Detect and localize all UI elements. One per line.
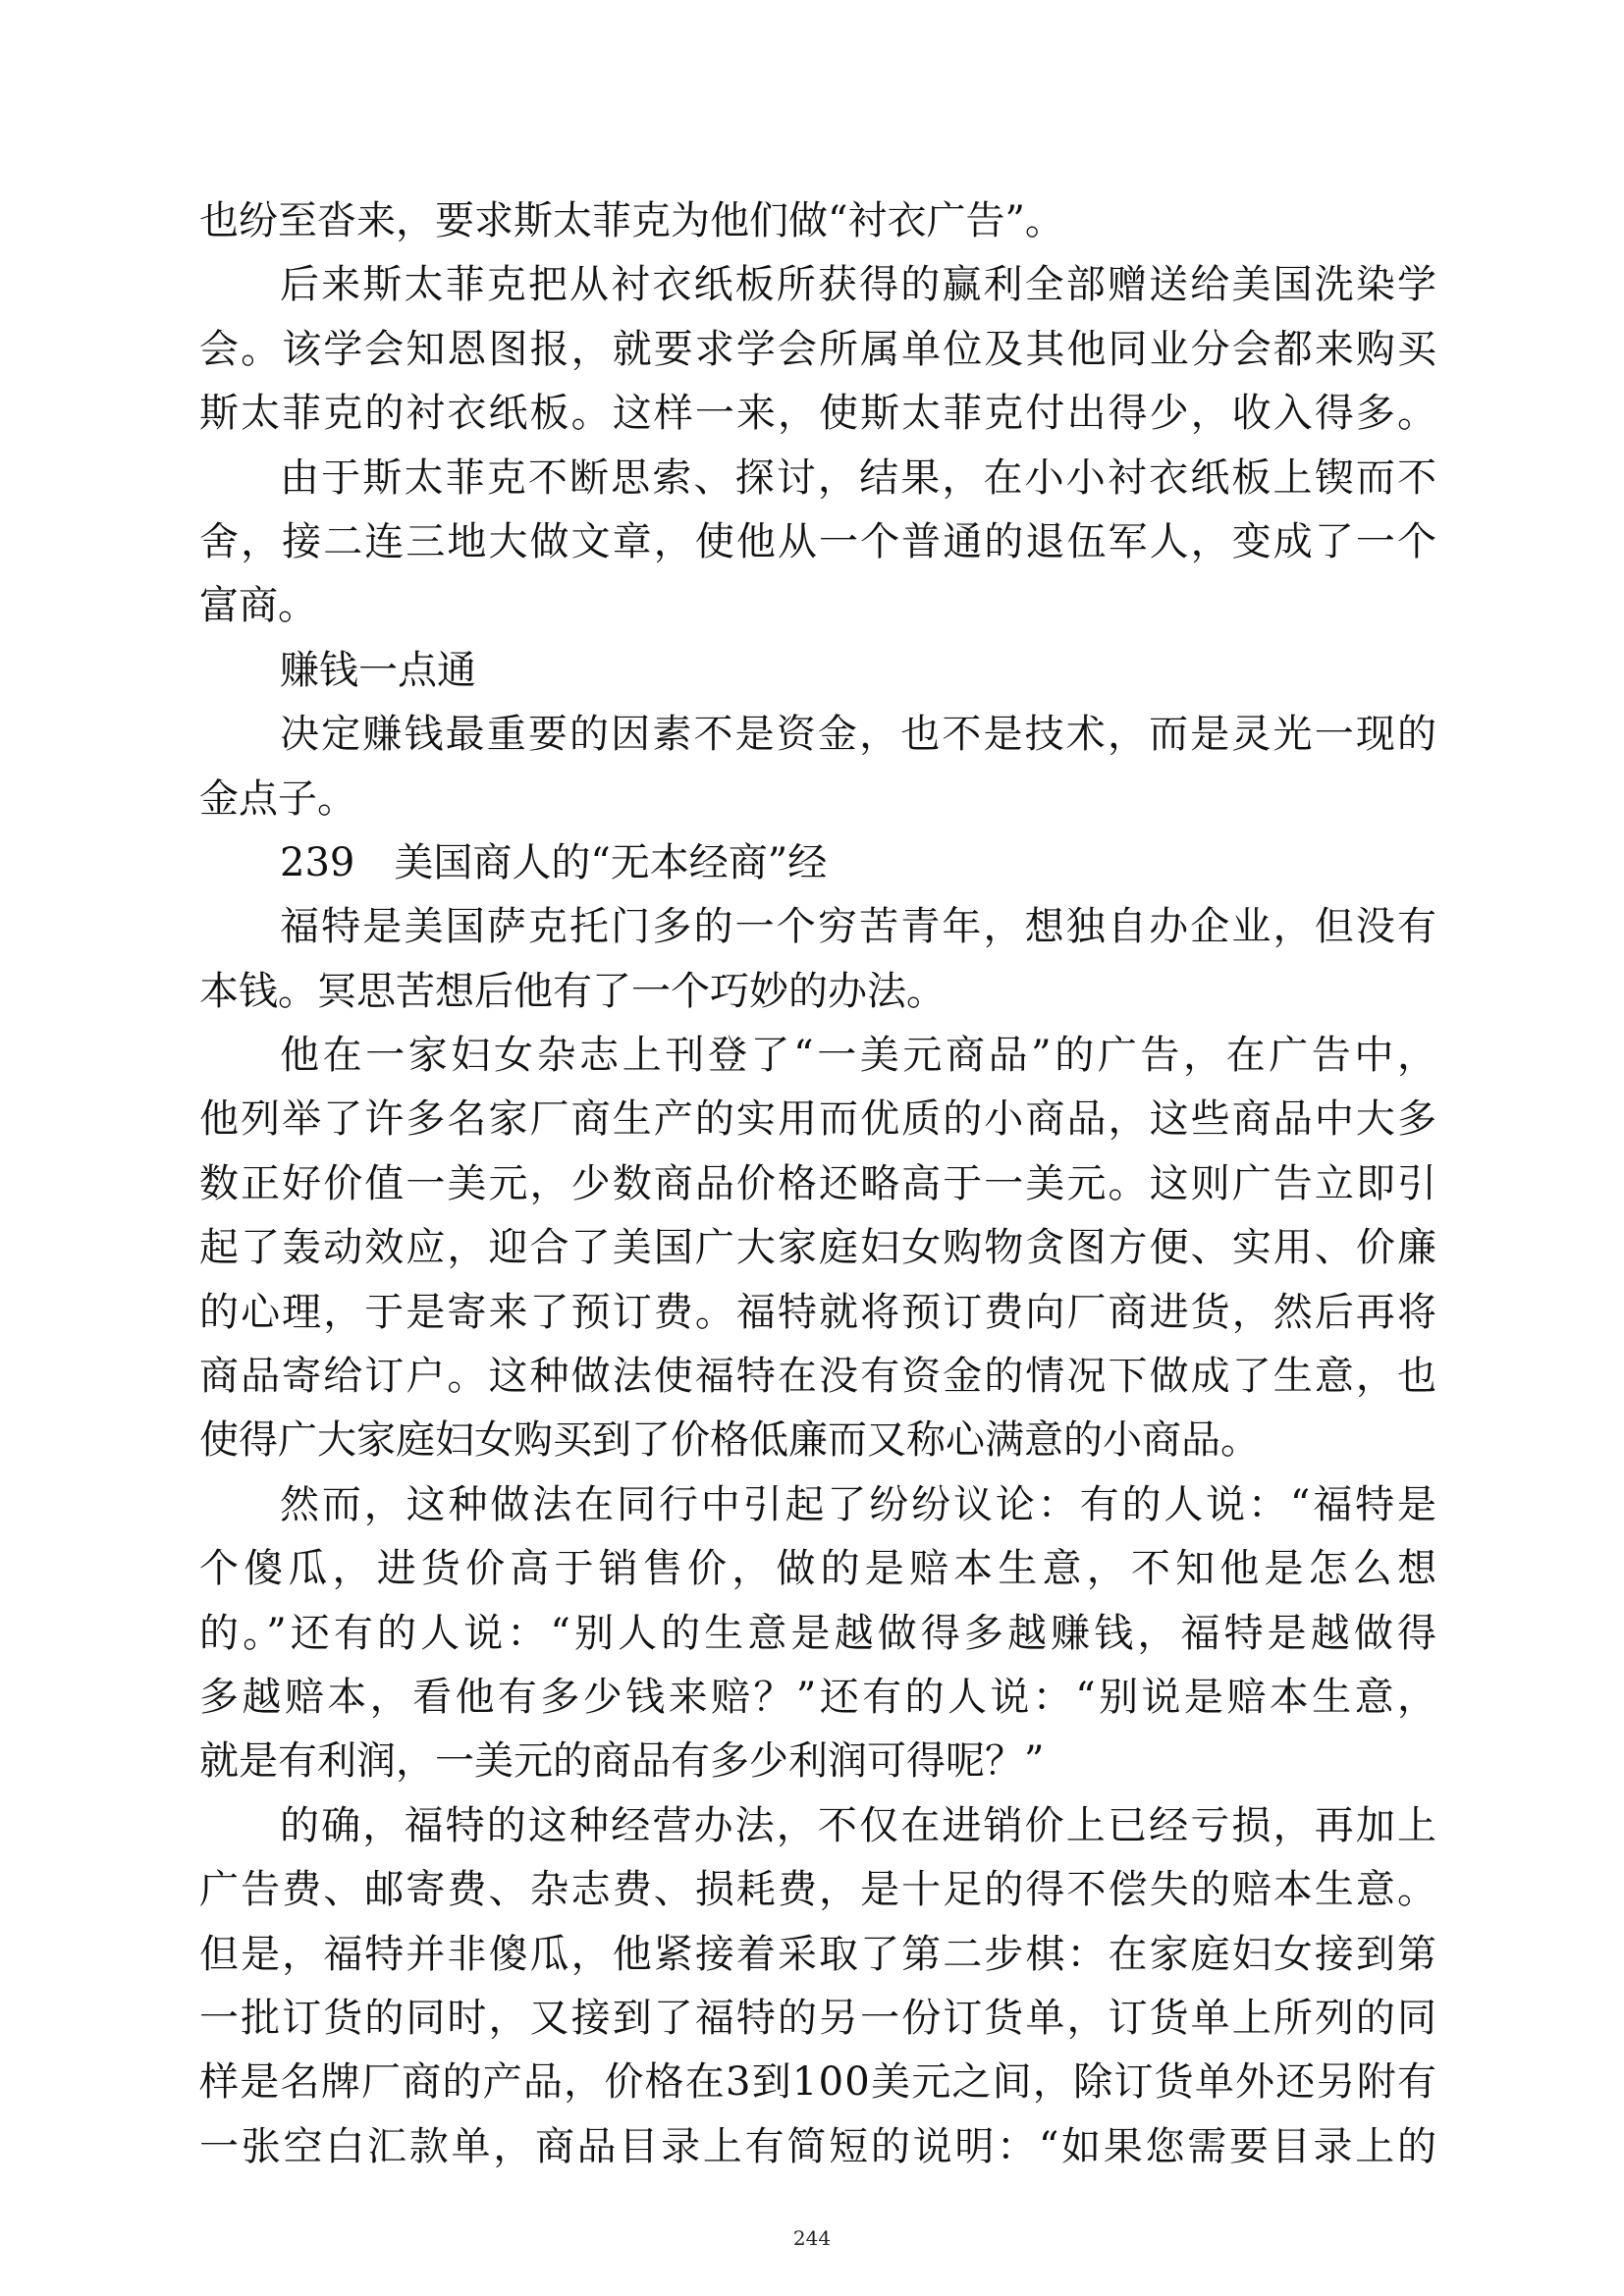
text-line: 富商。 — [199, 583, 317, 629]
body-text — [199, 189, 1442, 2179]
text-line: 会。该学会知恩图报，就要求学会所属单位及其他同业分会都来购买 — [199, 326, 1439, 372]
text-line: 样是名牌厂商的产品，价格在3到100美元之间，除订货单外还另附有 — [199, 2059, 1438, 2106]
text-line: 商品寄给订户。这种做法使福特在没有资金的情况下做成了生意，也 — [199, 1354, 1439, 1400]
text-line: 使得广大家庭妇女购买到了价格低廉而又称心满意的小商品。 — [199, 1417, 1260, 1464]
text-line: 数正好价值一美元，少数商品价格还略高于一美元。这则广告立即引 — [199, 1160, 1439, 1206]
text-line: 舍，接二连三地大做文章，使他从一个普通的退伍军人，变成了一个 — [199, 518, 1439, 564]
text-line: 239 美国商人的“无本经商”经 — [280, 839, 828, 885]
page-number: 244 — [792, 2226, 832, 2250]
text-line: 福特是美国萨克托门多的一个穷苦青年，想独自办企业，但没有 — [280, 904, 1439, 950]
text-line: 由于斯太菲克不断思索、探讨，结果，在小小衬衣纸板上锲而不 — [280, 454, 1439, 501]
text-line: 他在一家妇女杂志上刊登了“一美元商品”的广告，在广告中， — [280, 1033, 1440, 1079]
text-line: 就是有利润，一美元的商品有多少利润可得呢？” — [199, 1738, 1045, 1785]
text-line: 然而，这种做法在同行中引起了纷纷议论：有的人说：“福特是 — [280, 1481, 1439, 1527]
text-line: 也纷至沓来，要求斯太菲克为他们做“衬衣广告”。 — [199, 198, 1064, 243]
text-line: 本钱。冥思苦想后他有了一个巧妙的办法。 — [199, 968, 946, 1014]
text-line: 赚钱一点通 — [280, 647, 476, 693]
text-line: 起了轰动效应，迎合了美国广大家庭妇女购物贪图方便、实用、价廉 — [199, 1225, 1439, 1271]
text-line: 的。”还有的人说：“别人的生意是越做得多越赚钱，福特是越做得 — [199, 1610, 1441, 1656]
text-line: 但是，福特并非傻瓜，他紧接着采取了第二步棋：在家庭妇女接到第 — [199, 1931, 1439, 1977]
text-line: 斯太菲克的衬衣纸板。这样一来，使斯太菲克付出得少，收入得多。 — [199, 391, 1439, 437]
text-line: 金点子。 — [199, 775, 356, 822]
text-line: 后来斯太菲克把从衬衣纸板所获得的赢利全部赠送给美国洗染学 — [280, 262, 1439, 308]
text-line: 一张空白汇款单，商品目录上有简短的说明：“如果您需要目录上的 — [199, 2123, 1439, 2169]
text-line: 的确，福特的这种经营办法，不仅在进销价上已经亏损，再加上 — [280, 1802, 1439, 1848]
text-line: 一批订货的同时，又接到了福特的另一份订货单，订货单上所列的同 — [199, 1995, 1439, 2041]
text-line: 广告费、邮寄费、杂志费、损耗费，是十足的得不偿失的赔本生意。 — [199, 1867, 1439, 1913]
text-line: 的心理，于是寄来了预订费。福特就将预订费向厂商进货，然后再将 — [199, 1289, 1439, 1335]
text-line: 多越赔本，看他有多少钱来赔？”还有的人说：“别说是赔本生意， — [199, 1674, 1440, 1720]
text-line: 个傻瓜，进货价高于销售价，做的是赔本生意，不知他是怎么想 — [199, 1546, 1442, 1592]
text-line: 他列举了许多名家厂商生产的实用而优质的小商品，这些商品中大多 — [199, 1096, 1439, 1143]
text-line: 决定赚钱最重要的因素不是资金，也不是技术，而是灵光一现的 — [280, 712, 1439, 758]
